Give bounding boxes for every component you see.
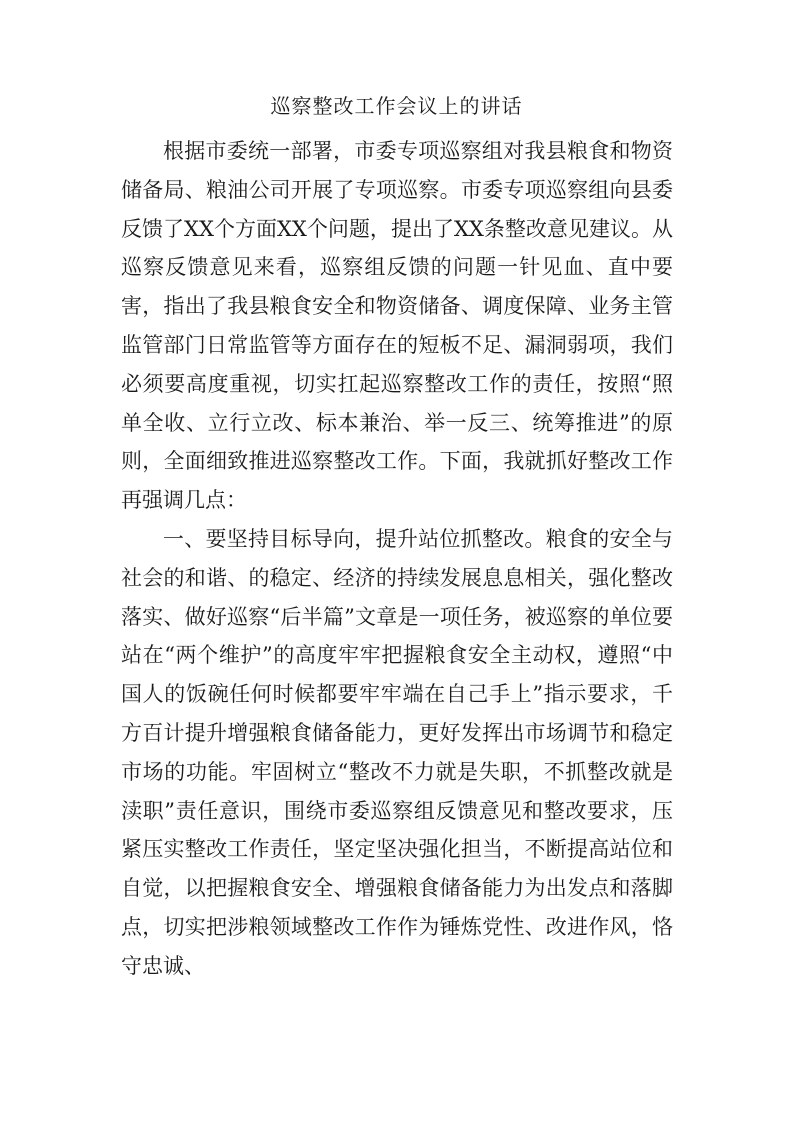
document-body [121, 132, 673, 986]
paragraph-point-one: 一、要坚持目标导向，提升站位抓整改。粮食的安全与社会的和谐、的稳定、经济的持续发展息息相关，强化整改落实、做好巡察“后半篇”文章是一项任务，被巡察的单位要站在“两个维护”的高度牢牢把握粮食安全主动权，遵照“中国人的饭碗任何时候都要牢牢端在自己手上”指示要求，千方百计提升增强粮食储备能力，更好发挥出市场调节和稳定市场的功能。牢固树立“整改不力就是失职，不抓整改就是渎职”责任意识，围绕市委巡察组反馈意见和整改要求，压紧压实整改工作责任，坚定坚决强化担当，不断提高站位和自觉，以把握粮食安全、增强粮食储备能力为出发点和落脚点，切实把涉粮领域整改工作作为锤炼党性、改进作风，恪守忠诚、 [121, 526, 673, 978]
paragraph-intro: 根据市委统一部署，市委专项巡察组对我县粮食和物资储备局、粮油公司开展了专项巡察。市委专项巡察组向县委反馈了XX个方面XX个问题，提出了XX条整改意见建议。从巡察反馈意见来看，巡察组反馈的问题一针见血、直中要害，指出了我县粮食安全和物资储备、调度保障、业务主管监管部门日常监管等方面存在的短板不足、漏洞弱项，我们必须要高度重视，切实扛起巡察整改工作的责任，按照“照单全收、立行立改、标本兼治、举一反三、统筹推进”的原则，全面细致推进巡察整改工作。下面，我就抓好整改工作再强调几点： [121, 139, 673, 513]
document-title: 巡察整改工作会议上的讲话 [270, 94, 523, 118]
